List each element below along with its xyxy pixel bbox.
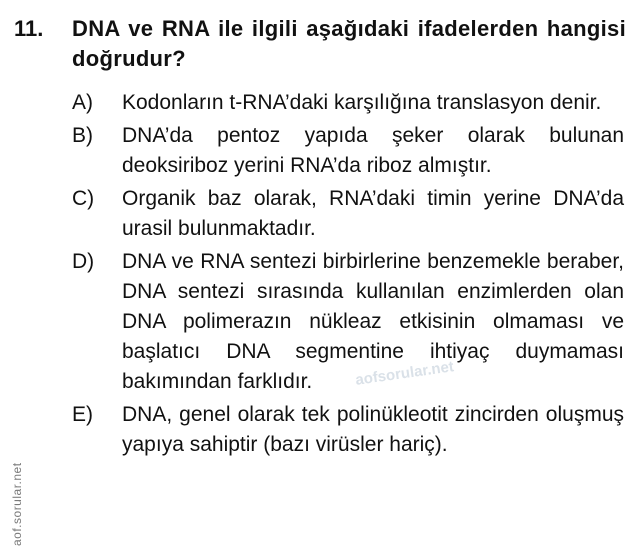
- option-e[interactable]: [14, 400, 626, 460]
- option-letter: E): [72, 403, 93, 426]
- option-text: DNA ve RNA sentezi birbirlerine benzemekle beraber, DNA sentezi sırasında kullanılan enzimlerden olan DNA polimerazın nükleaz etkisinin olmaması ve başlatıcı DNA segmentine ihtiyaç duymaması bakımından farklıdır.: [122, 250, 624, 393]
- option-a[interactable]: [14, 88, 626, 118]
- question-header: [14, 14, 626, 74]
- option-letter: A): [72, 91, 93, 114]
- side-watermark: aof.sorular.net: [10, 462, 24, 546]
- option-text: DNA’da pentoz yapıda şeker olarak bulunan deoksiriboz yerini RNA’da riboz almıştır.: [122, 124, 624, 177]
- question-stem: DNA ve RNA ile ilgili aşağıdaki ifadelerden hangisi doğrudur?: [72, 16, 626, 71]
- answer-options: [14, 88, 626, 460]
- option-text: Kodonların t-RNA’daki karşılığına translasyon denir.: [122, 91, 602, 114]
- question-number: 11.: [14, 16, 44, 41]
- option-text: Organik baz olarak, RNA’daki timin yerine DNA’da urasil bulunmaktadır.: [122, 187, 624, 240]
- option-letter: D): [72, 250, 95, 273]
- option-d[interactable]: [14, 247, 626, 397]
- option-b[interactable]: [14, 121, 626, 181]
- option-letter: B): [72, 124, 93, 147]
- option-c[interactable]: [14, 184, 626, 244]
- question-block: [14, 14, 626, 463]
- option-text: DNA, genel olarak tek polinükleotit zincirden oluşmuş yapıya sahiptir (bazı virüsler hariç).: [122, 403, 624, 456]
- center-watermark: aofsorular.net: [354, 358, 455, 389]
- option-letter: C): [72, 187, 95, 210]
